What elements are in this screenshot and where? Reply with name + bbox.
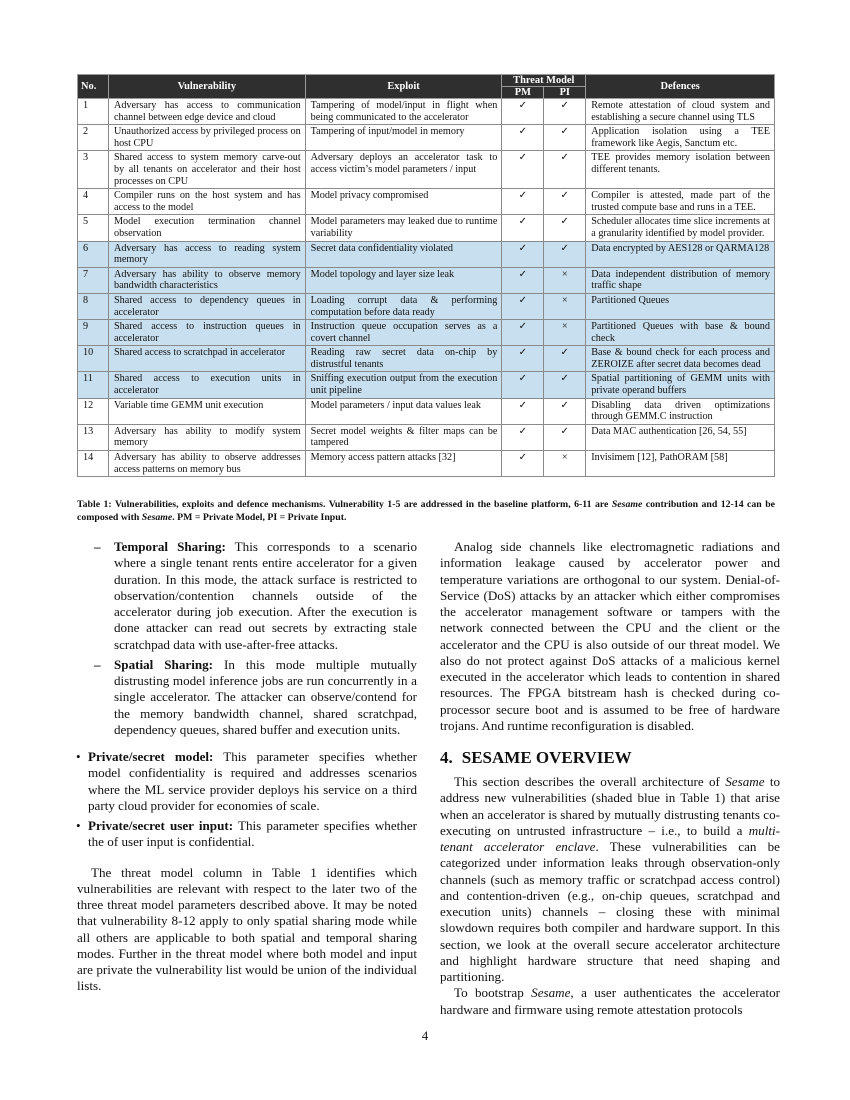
dash-marker: –	[94, 539, 101, 554]
caption-text: Table 1: Vulnerabilities, exploits and defence mechanisms. Vulnerability 1-5 are addressed in the baseline platform, 6-11 are	[77, 499, 612, 510]
exploit-cell: Model privacy compromised	[305, 189, 502, 215]
pi-cell: ×	[544, 451, 586, 477]
vulnerability-cell: Shared access to scratchpad in accelerator	[108, 346, 305, 372]
private-model-item	[76, 749, 417, 814]
pi-cell: ×	[544, 293, 586, 319]
header-defences: Defences	[586, 75, 775, 99]
pi-cell: ✓	[544, 241, 586, 267]
table-row	[78, 99, 775, 125]
defence-cell: Spatial partitioning of GEMM units with private operand buffers	[586, 372, 775, 398]
overview-text: to address new vulnerabilities (shaded blue in Table 1) that arise when an accelerator is shared by mutually distrusting tenants co-executing on untrusted infrastructure – i.e., to build a	[440, 774, 780, 838]
table-row	[78, 346, 775, 372]
header-threat-model: Threat Model	[502, 75, 586, 87]
bootstrap-text: To bootstrap	[454, 985, 532, 1001]
vulnerability-cell: Variable time GEMM unit execution	[108, 398, 305, 424]
row-number-cell: 9	[78, 320, 109, 346]
right-column	[440, 539, 780, 1018]
vulnerability-cell: Adversary has ability to observe memory bandwidth characteristics	[108, 267, 305, 293]
pm-cell: ✓	[502, 99, 544, 125]
vulnerability-cell: Adversary has access to communication channel between edge device and cloud	[108, 99, 305, 125]
vulnerability-cell: Model execution termination channel observation	[108, 215, 305, 241]
exploit-cell: Instruction queue occupation serves as a covert channel	[305, 320, 502, 346]
page-number: 4	[421, 1028, 429, 1043]
exploit-cell: Sniffing execution output from the execution unit pipeline	[305, 372, 502, 398]
table-row	[78, 125, 775, 151]
row-number-cell: 8	[78, 293, 109, 319]
section-title: SESAME OVERVIEW	[461, 748, 632, 767]
vulnerability-cell: Unauthorized access by privileged process on host CPU	[108, 125, 305, 151]
row-number-cell: 2	[78, 125, 109, 151]
section-number: 4.	[440, 748, 453, 767]
exploit-cell: Secret data confidentiality violated	[305, 241, 502, 267]
table-row	[78, 293, 775, 319]
caption-text: . PM = Private Model, PI = Private Input.	[172, 511, 347, 523]
vulnerability-cell: Adversary has ability to observe addresses access patterns on memory bus	[108, 451, 305, 477]
vulnerability-cell: Adversary has access to reading system memory	[108, 241, 305, 267]
defence-cell: Data encrypted by AES128 or QARMA128	[586, 241, 775, 267]
pm-cell: ✓	[502, 189, 544, 215]
overview-text: This section describes the overall architecture of	[454, 774, 726, 789]
table-row	[78, 189, 775, 215]
private-input-term: Private/secret user input:	[88, 818, 234, 833]
pi-cell: ✓	[544, 189, 586, 215]
pm-cell: ✓	[502, 267, 544, 293]
private-model-text: This parameter specifies whether model confidentiality is required and addresses scenarios where the ML service provider deploys his service on a third party cloud provider for economies of scale.	[88, 749, 417, 813]
defence-cell: Disabling data driven optimizations through GEMM.C instruction	[586, 398, 775, 424]
left-column	[77, 539, 417, 995]
overview-text: . These vulnerabilities can be categorized under information leaks through observation-only channels (such as memory traffic or scratchpad access control) and contention-driven (e.g., on-chip queues, scratchpad and execution units) channels – closing these with minimal slowdown requires both compiler and hardware support. In this section, we look at the overall secure accelerator architecture and highlight hardware structure that need shaping and partitioning.	[440, 839, 780, 984]
caption-sesame: Sesame	[141, 511, 173, 523]
pm-cell: ✓	[502, 451, 544, 477]
defence-cell: Data independent distribution of memory traffic shape	[586, 267, 775, 293]
overview-paragraph	[440, 774, 780, 985]
row-number-cell: 7	[78, 267, 109, 293]
row-number-cell: 1	[78, 99, 109, 125]
row-number-cell: 6	[78, 241, 109, 267]
table-body	[78, 99, 775, 477]
header-no: No.	[78, 75, 109, 99]
defence-cell: Invisimem [12], PathORAM [58]	[586, 451, 775, 477]
exploit-cell: Memory access pattern attacks [32]	[305, 451, 502, 477]
exploit-cell: Reading raw secret data on-chip by distrustful tenants	[305, 346, 502, 372]
table-row	[78, 451, 775, 477]
spatial-sharing-term: Spatial Sharing:	[114, 656, 214, 672]
row-number-cell: 10	[78, 346, 109, 372]
vulnerability-cell: Shared access to system memory carve-out by all tenants on accelerator and their host processes on CPU	[108, 151, 305, 189]
pm-cell: ✓	[502, 151, 544, 189]
pm-cell: ✓	[502, 125, 544, 151]
exploit-cell: Model parameters may leaked due to runtime variability	[305, 215, 502, 241]
defence-cell: Application isolation using a TEE framework like Aegis, Sanctum etc.	[586, 125, 775, 151]
pm-cell: ✓	[502, 215, 544, 241]
table-row	[78, 372, 775, 398]
spatial-sharing-text: In this mode multiple mutually distrusting model inference jobs are run concurrently in a single accelerator. The attacker can observe/contend for the memory bandwidth channel, shared scratchpad, dependency queues, shared buffer and execution units.	[114, 656, 417, 737]
pi-cell: ✓	[544, 125, 586, 151]
header-vulnerability: Vulnerability	[108, 75, 305, 99]
exploit-cell: Model topology and layer size leak	[305, 267, 502, 293]
private-model-term: Private/secret model:	[88, 749, 214, 764]
pm-cell: ✓	[502, 398, 544, 424]
defence-cell: TEE provides memory isolation between different tenants.	[586, 151, 775, 189]
bootstrap-text: , a user authenticates the accelerator hardware and firmware using remote attestation protocols	[440, 985, 780, 1017]
pm-cell: ✓	[502, 293, 544, 319]
pm-cell: ✓	[502, 372, 544, 398]
header-pm: PM	[502, 87, 544, 99]
table-row	[78, 215, 775, 241]
dash-marker: –	[94, 656, 101, 672]
table-row	[78, 241, 775, 267]
table-row	[78, 267, 775, 293]
temporal-sharing-text: This corresponds to a scenario where a single tenant rents entire accelerator for a given duration. In this mode, the attack surface is restricted to observation/contention channels outside of the accelerator during job execution. After the execution is done attacker can read out secrets by extracting stale scratchpad data with use-after-free attacks.	[114, 539, 417, 652]
defence-cell: Remote attestation of cloud system and establishing a secure channel using TLS	[586, 99, 775, 125]
analog-channels-paragraph: Analog side channels like electromagnetic radiations and information leakage caused by accelerator power and temperature variations are orthogonal to our system. Denial-of-Service (DoS) attacks by an attacker which either compromises the accelerator management software or tampers with the network connected between the CPU and the client or the accelerator and the CPU is also outside of our threat model. We also do not protect against DoS attacks of a malicious kernel executed in the accelerator which leads to contention in shared resources. The FPGA bitstream hash is checked during co-processor secure boot and is assumed to be free of hardware trojans. And runtime reconfiguration is disabled.	[440, 539, 780, 733]
defence-cell: Data MAC authentication [26, 54, 55]	[586, 424, 775, 450]
row-number-cell: 5	[78, 215, 109, 241]
vulnerability-cell: Shared access to instruction queues in accelerator	[108, 320, 305, 346]
pm-cell: ✓	[502, 346, 544, 372]
bootstrap-paragraph	[440, 985, 780, 1018]
exploit-cell: Tampering of input/model in memory	[305, 125, 502, 151]
pi-cell: ✓	[544, 398, 586, 424]
pm-cell: ✓	[502, 424, 544, 450]
row-number-cell: 3	[78, 151, 109, 189]
header-exploit: Exploit	[305, 75, 502, 99]
caption-sesame: Sesame	[611, 499, 643, 510]
pi-cell: ✓	[544, 424, 586, 450]
table-row	[78, 151, 775, 189]
private-input-item	[76, 818, 417, 851]
spatial-sharing-item	[94, 656, 417, 738]
pi-cell: ✓	[544, 215, 586, 241]
table-row	[78, 398, 775, 424]
row-number-cell: 14	[78, 451, 109, 477]
defence-cell: Partitioned Queues	[586, 293, 775, 319]
pi-cell: ×	[544, 267, 586, 293]
vulnerability-cell: Shared access to dependency queues in accelerator	[108, 293, 305, 319]
pi-cell: ✓	[544, 346, 586, 372]
defence-cell: Compiler is attested, made part of the trusted compute base and runs in a TEE.	[586, 189, 775, 215]
exploit-cell: Secret model weights & filter maps can be tampered	[305, 424, 502, 450]
vulnerability-cell: Adversary has ability to modify system memory	[108, 424, 305, 450]
defence-cell: Base & bound check for each process and ZEROIZE after secret data becomes dead	[586, 346, 775, 372]
pi-cell: ✓	[544, 372, 586, 398]
defence-cell: Partitioned Queues with base & bound check	[586, 320, 775, 346]
bullet-marker: •	[76, 749, 81, 764]
pi-cell: ✓	[544, 151, 586, 189]
table-caption	[77, 499, 775, 524]
row-number-cell: 12	[78, 398, 109, 424]
pi-cell: ×	[544, 320, 586, 346]
row-number-cell: 4	[78, 189, 109, 215]
sesame-name: Sesame	[531, 985, 571, 1001]
private-input-text: This parameter specifies whether the of user input is confidential.	[88, 818, 417, 850]
pi-cell: ✓	[544, 99, 586, 125]
table-row	[78, 320, 775, 346]
pm-cell: ✓	[502, 320, 544, 346]
row-number-cell: 11	[78, 372, 109, 398]
sesame-name: Sesame	[725, 774, 765, 789]
caption-text: contribution and 12-14 can be composed with	[77, 499, 776, 523]
exploit-cell: Loading corrupt data & performing computation before data ready	[305, 293, 502, 319]
enclave-term: multi-tenant accelerator enclave	[440, 822, 780, 854]
section-heading	[440, 748, 780, 768]
temporal-sharing-term: Temporal Sharing:	[114, 539, 226, 554]
vulnerability-table	[77, 74, 775, 477]
bullet-marker: •	[76, 818, 81, 833]
exploit-cell: Adversary deploys an accelerator task to access victim’s model parameters / input	[305, 151, 502, 189]
vulnerability-cell: Compiler runs on the host system and has access to the model	[108, 189, 305, 215]
table-row	[78, 424, 775, 450]
row-number-cell: 13	[78, 424, 109, 450]
header-pi: PI	[544, 87, 586, 99]
temporal-sharing-item	[94, 539, 417, 653]
pm-cell: ✓	[502, 241, 544, 267]
defence-cell: Scheduler allocates time slice increments at a granularity identified by model provider.	[586, 215, 775, 241]
exploit-cell: Model parameters / input data values leak	[305, 398, 502, 424]
threat-model-paragraph: The threat model column in Table 1 identifies which vulnerabilities are relevant with respect to the later two of the three threat model parameters described above. It may be noted that vulnerability 8-12 apply to only spatial sharing mode while all others are applicable to both spatial and temporal sharing modes. Further in the threat model where both model and input are private the vulnerability list would be union of the individual lists.	[77, 864, 417, 994]
vulnerability-cell: Shared access to execution units in accelerator	[108, 372, 305, 398]
exploit-cell: Tampering of model/input in flight when being communicated to the accelerator	[305, 99, 502, 125]
